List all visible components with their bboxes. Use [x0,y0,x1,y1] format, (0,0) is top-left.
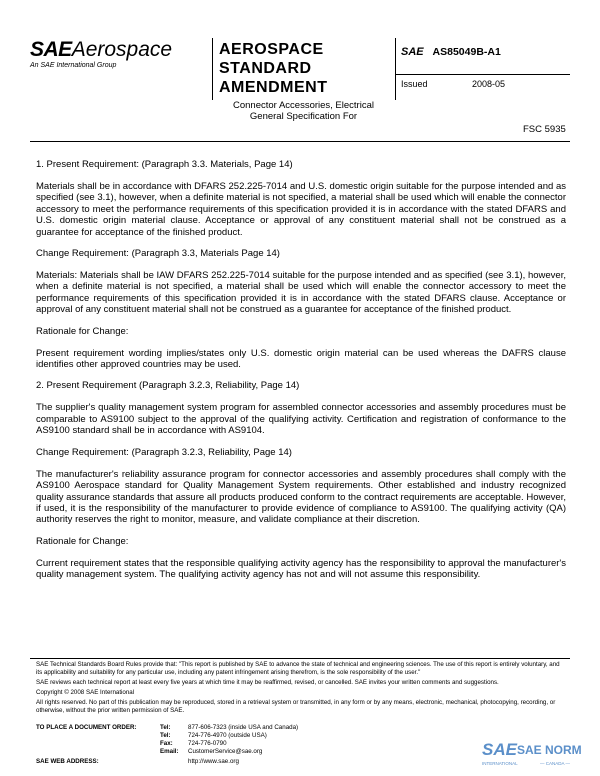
header-rule [30,141,570,142]
contact-row [160,724,298,732]
section-1-present [36,159,566,238]
doc-type-title [219,40,328,97]
logo-tagline: An SAE International Group [30,62,117,69]
title-line-3: AMENDMENT [219,79,328,96]
issued-label: Issued [401,79,428,89]
header-divider-left [212,38,213,100]
section-text: The supplier's quality management system program for assembled connector accessories and assembly procedures must be comparable to AS9100 subject to the approval of the qualifying activity. Certification and registration of conformance to the AS9100 standard shall be in accordance with AS9104. [36,402,566,437]
contact-label: Email: [160,748,179,755]
amendment-body [36,159,566,581]
watermark-sae-logo: SAE [482,740,517,759]
section-heading: Rationale for Change: [36,325,129,337]
watermark-subtext-2: — CANADA — [540,761,571,766]
contact-row [160,748,298,756]
title-line-1: AEROSPACE [219,41,324,58]
footer-notices [36,661,566,715]
footer-review-note: SAE reviews each technical report at least every five years at which time it may be reaffirmed, revised, or cancelled. SAE invites your written comments and suggestions. [36,679,499,686]
doc-prefix-logo: SAE [401,46,424,58]
section-1-change [36,248,566,316]
sae-norm-watermark [482,740,582,766]
header-logo [30,38,172,62]
subtitle-line-1: Connector Accessories, Electrical [233,100,374,111]
subtitle-line-2: General Specification For [249,111,358,122]
aerospace-logo-text: Aerospace [71,38,173,61]
section-text: Current requirement states that the responsible qualifying activity agency has the responsibility to approval the manufacturer's quality management system. The qualifying activity agency has not and will not assume this responsibility. [36,557,566,581]
section-heading: Rationale for Change: [36,535,129,547]
section-text: Materials shall be in accordance with DFARS 252.225-7014 and U.S. domestic origin suitable for the purpose intended and as specified (see 3.1), however, when a definite material is not specified, a material shall be used which will enable the connector accessory to meet the performance requirements of this specification provided it is in accordance with the stated DFARS and U.S. domestic origin material clause. Acceptance or approval of any constituent material shall not be construed as a guarantee for acceptance of the finished product. [36,181,566,238]
footer-copyright: Copyright © 2008 SAE International [36,689,135,696]
contact-list [160,724,298,756]
section-text: The manufacturer's reliability assurance program for connector accessories and assembly procedures shall comply with the AS9100 Aerospace standard for Quality Management System requirements. Other established and industry recognized quality assurance standards that assure all products produced conform to the contract requirements are acceptable. However, if used, it is the responsibility of the manufacturer to provide evidence of compliance to AS9100. The qualifying activity (QA) authority reserves the right to monitor, measure, and validate compliance at their discretion. [36,468,566,526]
order-label: TO PLACE A DOCUMENT ORDER: [36,724,137,731]
section-heading: Change Requirement: (Paragraph 3.2.3, Reliability, Page 14) [36,446,292,458]
section-2-change [36,447,566,526]
footer-rights: All rights reserved. No part of this publication may be reproduced, stored in a retrieval system or transmitted, in any form or by any means, electronic, mechanical, photocopying, recording, or otherwise, without the prior written permission of SAE. [36,699,556,714]
section-2-present [36,380,566,436]
document-subtitle [212,100,395,122]
section-2-rationale [36,536,566,581]
title-line-2: STANDARD [219,60,312,77]
doc-number: AS85049B-A1 [432,46,501,58]
sae-logo-text: SAE [30,38,72,61]
fsc-code: FSC 5935 [523,124,566,135]
contact-label: Fax: [160,740,173,747]
web-address-label: SAE WEB ADDRESS: [36,758,99,765]
issued-date: 2008-05 [472,79,506,89]
contact-row [160,740,298,748]
web-address-link[interactable]: http://www.sae.org [188,758,239,765]
footer-board-rules: SAE Technical Standards Board Rules provide that: "This report is published by SAE to advance the state of technical and engineering sciences. The use of this report is entirely voluntary, and its applicability and suitability for any particular use, including any patent infringement arising therefrom, is the sole responsibility of the user." [36,661,560,676]
section-heading: 1. Present Requirement: (Paragraph 3.3. Materials, Page 14) [36,159,293,170]
watermark-norm-text: SAE NORM [517,743,582,757]
contact-label: Tel: [160,724,171,731]
header-divider-mid [395,74,570,75]
section-text: Materials: Materials shall be IAW DFARS 252.225-7014 suitable for the purpose intended and as specified (see 3.1), however, when a definite material is not specified, a material shall be used which will enable the connector accessory to meet the performance requirements of this specification provided it is in accordance with the stated DFARS clause. Acceptance or approval of any constituent material shall not be construed as a guarantee for acceptance of the finished product. [36,270,566,316]
header-divider-right [395,38,396,100]
contact-email-link[interactable]: CustomerService@sae.org [188,748,263,755]
contact-value: 724-776-0790 [188,740,227,747]
doc-number-box [401,46,501,58]
section-heading: 2. Present Requirement (Paragraph 3.2.3, Reliability, Page 14) [36,380,300,392]
contact-value: 724-776-4970 (outside USA) [188,732,267,739]
section-1-rationale [36,326,566,371]
contact-row [160,732,298,740]
section-text: Present requirement wording implies/states only U.S. domestic origin material can be used whereas the DAFRS clause identifies other approved countries may be used. [36,347,566,371]
watermark-subtext-1: INTERNATIONAL [482,761,518,766]
section-heading: Change Requirement: (Paragraph 3.3, Materials Page 14) [36,248,280,260]
contact-label: Tel: [160,732,171,739]
contact-value: 877-606-7323 (inside USA and Canada) [188,724,299,731]
footer-rule [30,658,570,659]
